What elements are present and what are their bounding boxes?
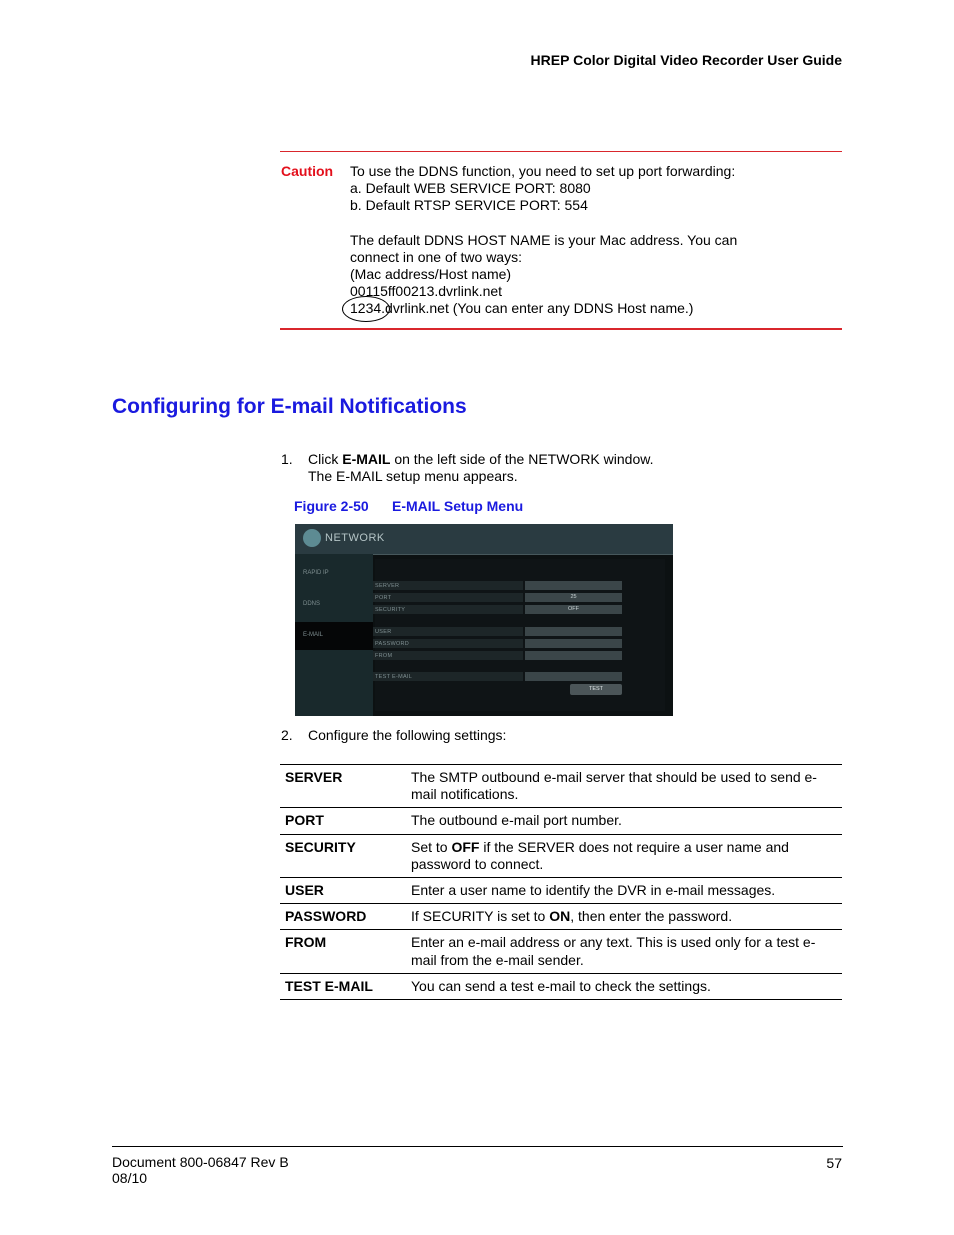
dvr-row-user	[373, 627, 523, 636]
table-row	[280, 808, 842, 834]
figure-title: E-MAIL Setup Menu	[392, 498, 524, 514]
page-number: 57	[826, 1155, 842, 1171]
caution-line: 1234.dvrlink.net (You can enter any DDNS Host name.)	[350, 300, 694, 317]
running-header: HREP Color Digital Video Recorder User Guide	[530, 52, 842, 68]
caution-top-rule	[280, 151, 842, 152]
dvr-port-field[interactable]: 25	[525, 593, 622, 602]
description-fragment: , then enter the password.	[570, 908, 733, 925]
description-fragment: ON	[549, 908, 571, 925]
table-row	[280, 834, 842, 877]
description-fragment: You can send a test e-mail to check the settings.	[411, 977, 711, 994]
table-row	[280, 930, 842, 973]
setting-description	[406, 878, 842, 904]
table-row	[280, 973, 842, 999]
dvr-sidebar-item-ddns[interactable]: DDNS	[303, 601, 321, 607]
setting-description	[406, 765, 842, 808]
caution-bottom-rule	[280, 328, 842, 330]
description-fragment: Enter an e-mail address or any text. This is used only for a test e-mail from the e-mail sender.	[411, 934, 816, 968]
step-1-text: Click E-MAIL on the left side of the NETWORK window.	[308, 451, 654, 467]
table-row	[280, 878, 842, 904]
dvr-row-port	[373, 593, 523, 602]
caution-label: Caution	[281, 163, 334, 179]
description-fragment: If SECURITY is set to	[411, 908, 550, 925]
caution-body	[350, 163, 830, 318]
dvr-logo-icon	[303, 529, 321, 547]
caution-line: The default DDNS HOST NAME is your Mac address. You can	[350, 231, 738, 248]
setting-name: PORT	[280, 808, 406, 834]
dvr-user-field[interactable]	[525, 627, 622, 636]
setting-name: SERVER	[280, 765, 406, 808]
dvr-server-field[interactable]	[525, 581, 622, 590]
footer-document	[112, 1155, 289, 1186]
setting-description	[406, 973, 842, 999]
caution-line: b. Default RTSP SERVICE PORT: 554	[350, 197, 588, 214]
setting-name: USER	[280, 878, 406, 904]
setting-description	[406, 834, 842, 877]
caution-line: a. Default WEB SERVICE PORT: 8080	[350, 180, 591, 197]
circle-annotation	[342, 296, 390, 322]
step-1-result: The E-MAIL setup menu appears.	[308, 468, 518, 484]
dvr-sidebar-item-email[interactable]: E-MAIL	[295, 622, 373, 650]
dvr-sidebar-item-rapid-ip[interactable]: RAPID IP	[303, 570, 329, 576]
footer-rule	[112, 1146, 843, 1147]
caution-line: (Mac address/Host name)	[350, 266, 512, 283]
dvr-window-title: NETWORK	[325, 532, 385, 544]
setting-name: TEST E-MAIL	[280, 973, 406, 999]
dvr-from-field[interactable]	[525, 651, 622, 660]
dvr-security-select[interactable]: OFF	[525, 605, 622, 614]
description-fragment: Enter a user name to identify the DVR in e-mail messages.	[411, 882, 776, 899]
table-row	[280, 765, 842, 808]
setting-name: SECURITY	[280, 834, 406, 877]
caution-line: 00115ff00213.dvrlink.net	[350, 283, 503, 300]
dvr-password-field[interactable]	[525, 639, 622, 648]
settings-table	[280, 764, 842, 1000]
description-fragment: The SMTP outbound e-mail server that should be used to send e-mail notifications.	[411, 769, 817, 803]
setting-description	[406, 808, 842, 834]
step-1-number: 1.	[281, 451, 293, 467]
document-date: 08/10	[112, 1169, 148, 1186]
email-setup-screenshot: NETWORK RAPID IP DDNS E-MAIL SERVER PORT 25 SECURITY OFF USER PASSWORD FROM TEST E-MAIL TEST	[295, 524, 673, 716]
figure-number: Figure 2-50	[294, 498, 369, 514]
step-2-text: Configure the following settings:	[308, 727, 507, 743]
dvr-test-button[interactable]: TEST	[570, 684, 622, 695]
setting-name: PASSWORD	[280, 904, 406, 930]
dvr-test-email-field[interactable]	[525, 672, 622, 681]
section-title: Configuring for E-mail Notifications	[112, 395, 467, 418]
caution-line	[350, 215, 830, 232]
description-fragment: if the SERVER does not require a user name and password to connect.	[411, 838, 789, 872]
step-2-number: 2.	[281, 727, 293, 743]
description-fragment: The outbound e-mail port number.	[411, 812, 622, 829]
setting-description	[406, 930, 842, 973]
document-number: Document 800-06847 Rev B	[112, 1154, 289, 1170]
dvr-row-from	[373, 651, 523, 660]
description-fragment: Set to	[411, 838, 452, 855]
setting-name: FROM	[280, 930, 406, 973]
caution-line: connect in one of two ways:	[350, 248, 522, 265]
caution-line: To use the DDNS function, you need to set up port forwarding:	[350, 163, 736, 179]
table-row	[280, 904, 842, 930]
setting-description	[406, 904, 842, 930]
description-fragment: OFF	[451, 838, 480, 855]
